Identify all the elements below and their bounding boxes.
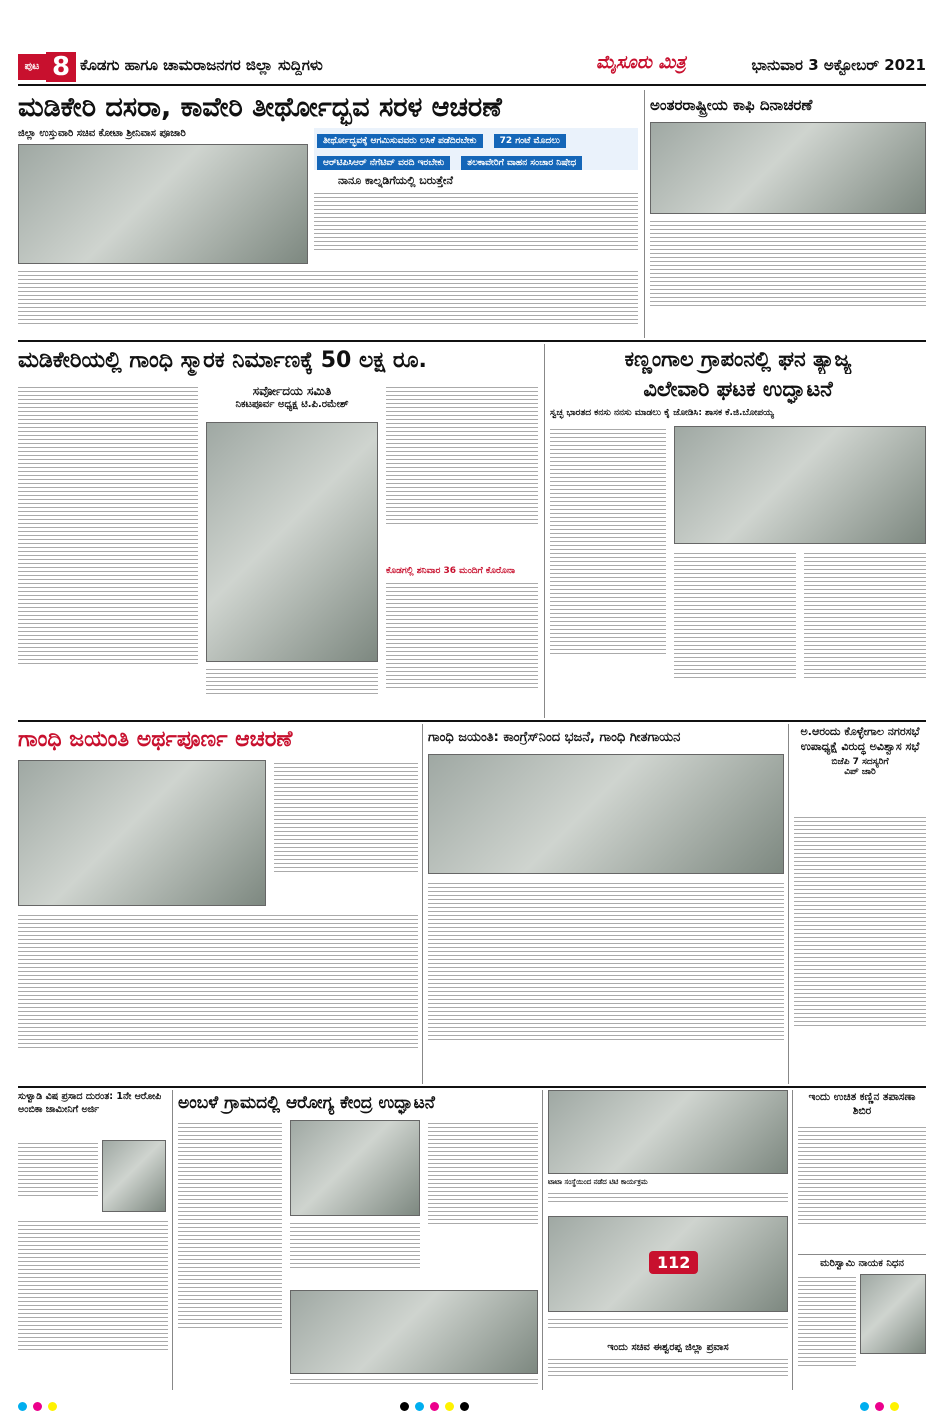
story-dasara <box>18 90 638 338</box>
column-rule <box>644 90 645 338</box>
column-rule <box>172 1090 173 1390</box>
column-rule <box>542 1090 543 1390</box>
body-dasara-bottom <box>18 268 638 338</box>
body-congress <box>428 880 784 1084</box>
kicker-bopaiah: ಸ್ವಚ್ಛ ಭಾರತದ ಕನಸು ನನಸು ಮಾಡಲು ಕೈ ಜೋಡಿಸಿ: ಶಾಸಕ ಕೆ.ಜಿ.ಬೋಪಯ್ಯ <box>550 408 774 418</box>
body-dasara-right <box>314 190 638 264</box>
tag-vehicle-ban: ತಲಕಾವೇರಿಗೆ ವಾಹನ ಸಂಚಾರ ನಿಷೇಧ <box>461 156 582 170</box>
caption-tata-lines <box>548 1190 788 1212</box>
page-label: ಪುಟ <box>18 54 46 80</box>
headline-obituary: ಮರಿಸ್ವಾಮಿ ನಾಯಕ ನಿಧನ <box>820 1258 904 1269</box>
body-sulwadi-top <box>18 1140 98 1212</box>
row-rule-1 <box>18 340 926 342</box>
story-health-centre <box>178 1090 538 1390</box>
headline-sulwadi: ಸುಳ್ವಾಡಿ ವಿಷ ಪ್ರಸಾದ ದುರಂತ: 1ನೇ ಆರೋಪಿ ಅಂಬಿಕಾ ಜಾಮೀನಿಗೆ ಅರ್ಜಿ <box>18 1091 162 1115</box>
column-rule <box>422 724 423 1084</box>
photo-gandhi-statue <box>206 422 378 662</box>
newspaper-page <box>18 40 926 1392</box>
kicker-minister: ಜಿಲ್ಲಾ ಉಸ್ತುವಾರಿ ಸಚಿವ ಕೋಟಾ ಶ್ರೀನಿವಾಸ ಪೂಜಾರಿ <box>18 128 186 139</box>
story-no-confidence <box>794 724 926 1084</box>
body-obituary <box>798 1274 856 1390</box>
headline-waste-2: ವಿಲೇವಾರಿ ಘಟಕ ಉದ್ಘಾಟನೆ <box>643 377 833 401</box>
badge-112: 112 <box>649 1251 698 1274</box>
story-gandhi-memorial <box>18 344 538 718</box>
body-eye-camp <box>798 1124 926 1250</box>
body-health-right <box>428 1120 538 1260</box>
body-memorial-left <box>18 384 198 718</box>
story-coffee-day <box>650 90 926 338</box>
column-rule <box>788 724 789 1084</box>
caption-112-lines <box>548 1316 788 1338</box>
body-jayanthi-bottom <box>18 912 418 1084</box>
masthead <box>18 52 926 86</box>
body-memorial-right <box>386 384 538 562</box>
body-waste-right <box>804 550 926 718</box>
photo-inauguration <box>290 1120 420 1216</box>
page-number: 8 <box>46 52 76 82</box>
caption-tata: ಟಾಟಾ ಸಂಸ್ಥೆಯಿಂದ ನಡೆದ ಟಿಟಿ ಕಾರ್ಯಕ್ರಮ <box>548 1178 648 1186</box>
headline-congress-bhajan: ಗಾಂಧಿ ಜಯಂತಿ: ಕಾಂಗ್ರೆಸ್‌ನಿಂದ ಭಜನೆ, ಗಾಂಧಿ ಗೀತಗಾಯನ <box>428 730 681 745</box>
kicker-bjp: ಬಿಜೆಪಿ 7 ಸದಸ್ಯರಿಗೆ <box>831 757 889 767</box>
photo-title: ಸರ್ವೋದಯ ಸಮಿತಿ <box>252 384 332 398</box>
body-coffee-day <box>650 218 926 338</box>
body-sulwadi <box>18 1218 168 1390</box>
body-corona <box>386 580 538 718</box>
headline-gandhi-memorial: ಮಡಿಕೇರಿಯಲ್ಲಿ ಗಾಂಧಿ ಸ್ಮಾರಕ ನಿರ್ಮಾಣಕ್ಕೆ 50 ಲಕ್ಷ ರೂ. <box>18 348 427 373</box>
row-rule-2 <box>18 720 926 722</box>
photo-police-ground <box>290 1290 538 1374</box>
headline-eye-camp: ಇಂದು ಉಚಿತ ಕಣ್ಣಿನ ತಪಾಸಣಾ ಶಿಬಿರ <box>808 1091 916 1117</box>
tag-vaccine: ತೀರ್ಥೋದ್ಭವಕ್ಕೆ ಆಗಮಿಸುವವರು ಲಸಿಕೆ ಪಡೆದಿರಬೇಕು <box>317 134 483 148</box>
tag-rtpcr: ಆರ್‌ಟಿಪಿಸಿಆರ್ ನೆಗೆಟಿವ್ ವರದಿ ಇರಬೇಕು <box>317 156 450 170</box>
photo-title-box <box>206 384 378 420</box>
photo-congress-group <box>428 754 784 874</box>
photo-obituary <box>860 1274 926 1354</box>
divider <box>798 1254 926 1255</box>
row-rule-3 <box>18 1086 926 1088</box>
caption-memorial <box>206 666 378 718</box>
subhead-walk: ನಾನೂ ಕಾಲ್ನಡಿಗೆಯಲ್ಲಿ ಬರುತ್ತೇನೆ <box>338 174 453 187</box>
body-health-mid <box>290 1220 420 1284</box>
registration-marks-left <box>18 1402 57 1411</box>
photo-gandhi-portrait <box>18 760 266 906</box>
story-eye-camp <box>798 1090 926 1390</box>
body-health-left <box>178 1120 282 1390</box>
corona-headline: ಕೊಡಗಲ್ಲಿ ಶನಿವಾರ 36 ಮಂದಿಗೆ ಕೊರೊನಾ <box>386 566 516 576</box>
edition-date: ಭಾನುವಾರ 3 ಅಕ್ಟೋಬರ್ 2021 <box>751 56 926 74</box>
kicker-whip: ವಿಪ್ ಜಾರಿ <box>844 767 876 777</box>
story-congress-bhajan <box>428 724 784 1084</box>
registration-marks <box>400 1402 469 1411</box>
story-photo-column <box>548 1090 788 1390</box>
story-gandhi-jayanthi <box>18 724 418 1084</box>
column-rule <box>544 344 545 718</box>
section-title: ಕೊಡಗು ಹಾಗೂ ಚಾಮರಾಜನಗರ ಜಿಲ್ಲಾ ಸುದ್ದಿಗಳು <box>80 56 323 74</box>
story-waste-unit <box>550 344 926 718</box>
tag-72hrs: 72 ಗಂಟೆ ಮೊದಲು <box>494 134 566 148</box>
photo-coffee-day <box>650 122 926 214</box>
column-rule <box>792 1090 793 1390</box>
headline-minister-visit: ಇಂದು ಸಚಿವ ಈಶ್ವರಪ್ಪ ಜಿಲ್ಲಾ ಪ್ರವಾಸ <box>607 1342 729 1353</box>
caption-police <box>290 1376 538 1390</box>
photo-tata-event <box>548 1090 788 1174</box>
headline-health-centre: ಅಂಬಳೆ ಗ್ರಾಮದಲ್ಲಿ ಆರೋಗ್ಯ ಕೇಂದ್ರ ಉದ್ಘಾಟನೆ <box>178 1093 435 1113</box>
registration-marks-right <box>860 1402 899 1411</box>
paper-logo: ಮೈಸೂರು ಮಿತ್ರ <box>596 52 686 73</box>
story-sulwadi <box>18 1090 168 1390</box>
body-jayanthi-right <box>274 760 418 906</box>
photo-accused <box>102 1140 166 1212</box>
photo-subtitle: ನಿಕಟಪೂರ್ವ ಅಧ್ಯಕ್ಷ ಟಿ.ಪಿ.ರಮೇಶ್ <box>235 399 349 410</box>
headline-waste-1: ಕಣ್ಣಂಗಾಲ ಗ್ರಾಪಂನಲ್ಲಿ ಘನ ತ್ಯಾಜ್ಯ <box>624 347 852 371</box>
body-waste-mid <box>674 550 796 718</box>
photo-112-vehicle <box>548 1216 788 1312</box>
photo-ribbon-cutting <box>674 426 926 544</box>
headline-dasara: ಮಡಿಕೇರಿ ದಸರಾ, ಕಾವೇರಿ ತೀರ್ಥೋದ್ಭವ ಸರಳ ಆಚರಣೆ <box>18 90 638 126</box>
headline-coffee-day: ಅಂತರರಾಷ್ಟ್ರೀಯ ಕಾಫಿ ದಿನಾಚರಣೆ <box>650 96 813 114</box>
headline-no-confidence: ಅ.ಆರಂದು ಕೊಳ್ಳೇಗಾಲ ನಗರಸಭೆ ಉಪಾಧ್ಯಕ್ಷೆ ವಿರುದ್ಧ ಅವಿಶ್ವಾಸ ಸಭೆ <box>800 725 920 753</box>
photo-meeting <box>18 144 308 264</box>
tag-strip <box>314 128 638 170</box>
body-minister-visit <box>548 1356 788 1390</box>
headline-gandhi-jayanthi: ಗಾಂಧಿ ಜಯಂತಿ ಅರ್ಥಪೂರ್ಣ ಆಚರಣೆ <box>18 727 293 752</box>
body-waste-left <box>550 426 666 718</box>
body-no-confidence <box>794 814 926 1084</box>
